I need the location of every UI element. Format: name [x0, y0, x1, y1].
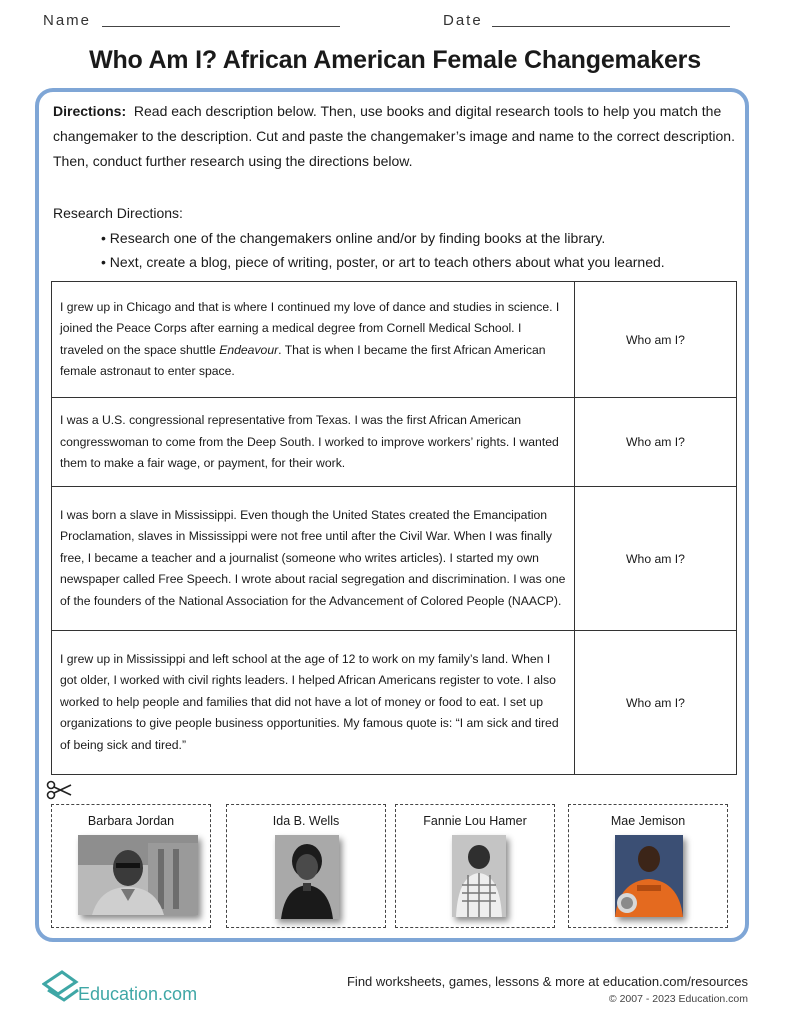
clue-description: I grew up in Chicago and that is where I continued my love of dance and studies in science. I joined the Peace Corps after earning a medical degree from Cornell Medical School. I traveled on the space shuttle Endeavour. That is when I became the first African American female astronaut to enter space.: [52, 282, 575, 398]
clue-table: [51, 281, 737, 775]
cutout-name: Mae Jemison: [610, 814, 686, 828]
date-label: Date: [443, 12, 483, 29]
directions-label: Directions:: [53, 103, 127, 119]
cutout-card[interactable]: [226, 804, 386, 928]
answer-cell[interactable]: Who am I?: [575, 631, 737, 775]
table-row: [52, 398, 737, 487]
research-title: Research Directions:: [53, 205, 183, 221]
table-row: [52, 487, 737, 631]
fannie-lou-hamer-photo: [452, 835, 506, 917]
research-bullet: • Next, create a blog, piece of writing, poster, or art to teach others about what you learned.: [101, 254, 665, 270]
page-title: Who Am I? African American Female Changemakers: [89, 46, 701, 74]
cutout-card[interactable]: [51, 804, 211, 928]
directions-paragraph: [53, 99, 743, 174]
clue-description: I grew up in Mississippi and left school at the age of 12 to work on my family’s land. When I got older, I worked with civil rights leaders. I helped African Americans register to vote. I also worked to help people and families that did not have a lot of money or food to eat. I set up organizations to give people business opportunities. My famous quote is: “I am sick and tired of being sick and tired.”: [52, 631, 575, 775]
footer-copyright: © 2007 - 2023 Education.com: [608, 993, 748, 1005]
table-row: [52, 631, 737, 775]
barbara-jordan-photo: [78, 835, 198, 915]
cutout-name: Ida B. Wells: [272, 814, 340, 828]
logo-text[interactable]: Education.com: [78, 984, 198, 1004]
directions-text: Read each description below. Then, use books and digital research tools to help you match the changemaker to the description. Cut and paste the changemaker’s image and name to the correct description. Then, conduct further research using the directions below.: [53, 103, 735, 169]
cutout-name: Fannie Lou Hamer: [423, 814, 527, 828]
cutout-name: Barbara Jordan: [87, 814, 175, 828]
research-bullet: • Research one of the changemakers online and/or by finding books at the library.: [101, 230, 606, 246]
date-line[interactable]: [492, 26, 730, 27]
answer-cell[interactable]: Who am I?: [575, 487, 737, 631]
cutout-card[interactable]: [395, 804, 555, 928]
clue-description: I was a U.S. congressional representative from Texas. I was the first African American congresswoman to come from the Deep South. I worked to improve workers’ rights. I wanted them to make a fair wage, or payment, for their work.: [52, 398, 575, 487]
footer-tagline[interactable]: Find worksheets, games, lessons & more at education.com/resources: [346, 974, 748, 989]
mae-jemison-photo: [615, 835, 683, 917]
answer-cell[interactable]: Who am I?: [575, 398, 737, 487]
clue-description: I was born a slave in Mississippi. Even though the United States created the Emancipation Proclamation, slaves in Mississippi were not free until after the Civil War. When I was finally free, I became a teacher and a journalist (someone who writes articles). I started my own newspaper called Free Speech. I wrote about racial segregation and discrimination. I was one of the founders of the National Association for the Advancement of Colored People (NAACP).: [52, 487, 575, 631]
table-row: [52, 282, 737, 398]
answer-cell[interactable]: Who am I?: [575, 282, 737, 398]
scissors-icon: [46, 780, 72, 800]
name-line[interactable]: [102, 26, 340, 27]
name-label: Name: [43, 12, 92, 29]
cutout-card[interactable]: [568, 804, 728, 928]
ida-b-wells-photo: [275, 835, 339, 919]
